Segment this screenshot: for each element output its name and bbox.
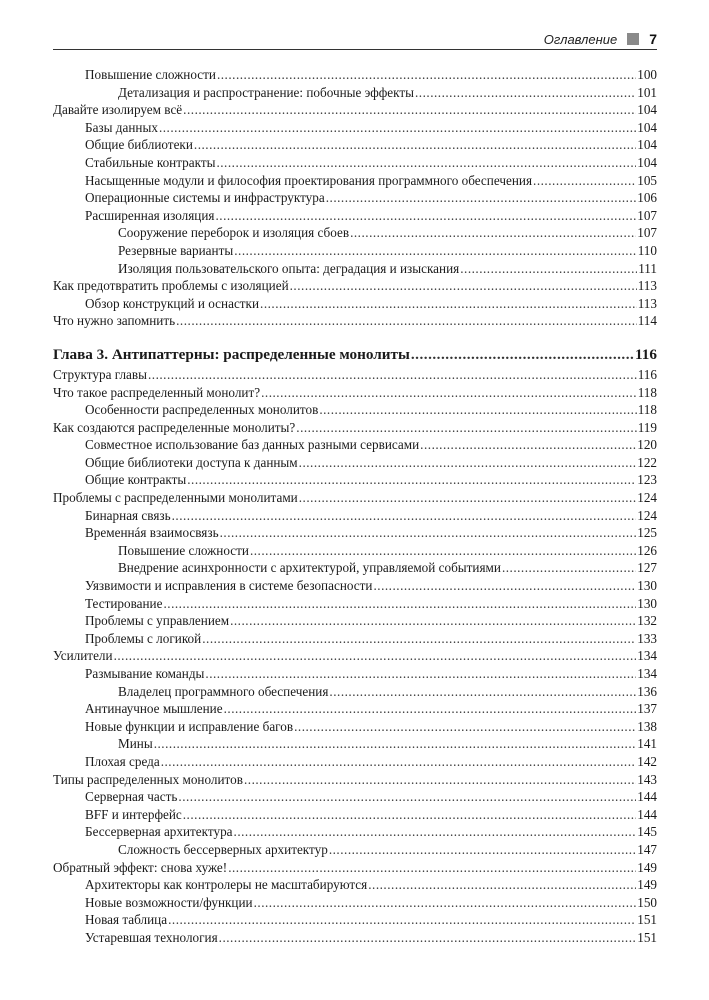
toc-leader-dots [148,366,637,384]
toc-leader-dots [502,559,636,577]
toc-entry[interactable] [53,630,657,648]
toc-entry[interactable] [53,101,657,119]
toc-entry-title: Изоляция пользовательского опыта: деградация и изыскания [118,260,460,276]
toc-entry-title: Новые возможности/функции [85,894,253,910]
toc-entry-title: Проблемы с логикой [85,630,202,646]
toc-entry-page: 101 [637,84,657,100]
toc-entry[interactable] [53,823,657,841]
toc-entry-page: 151 [637,929,657,945]
toc-leader-dots [299,489,637,507]
toc-entry-page: 132 [637,613,657,629]
toc-entry[interactable] [53,84,657,102]
toc-entry-page: 104 [637,119,657,135]
toc-entry-title: Серверная часть [85,789,178,805]
section-title: Оглавление [543,31,618,47]
toc-entry-title: Размывание команды [85,666,205,681]
toc-entry[interactable] [53,436,657,454]
toc-leader-dots [172,507,637,525]
toc-entry[interactable] [53,242,657,260]
toc-entry[interactable] [53,665,657,683]
toc-leader-dots [114,647,637,665]
toc-entry[interactable] [53,471,657,489]
toc-entry-title: Тестирование [85,595,163,611]
toc-entry-title: Сложность бессерверных архитектур [118,841,328,857]
toc-leader-dots [299,454,637,472]
toc-entry-page: 130 [637,578,657,594]
toc-leader-dots [234,823,637,841]
toc-entry-page: 120 [637,437,657,453]
toc-entry-title: Совместное использование баз данных разными сервисами [85,437,420,453]
toc-entry-title: Типы распределенных монолитов [53,771,243,787]
toc-entry-title: Новая таблица [85,912,168,928]
toc-entry-page: 105 [637,172,657,188]
toc-entry-page: 147 [637,841,657,857]
toc-entry-title: Плохая среда [85,753,160,769]
toc-entry-page: 133 [637,630,657,646]
toc-entry-title: Операционные системы и инфраструктура [85,190,325,206]
toc-entry-title: Насыщенные модули и философия проектирования программного обеспечения [85,172,533,188]
toc-entry-title: Повышение сложности [85,67,216,82]
toc-entry[interactable] [53,66,657,84]
toc-entry-page: 124 [637,490,657,506]
toc-entry-title: Что нужно запомнить [53,313,176,329]
toc-entry-title: BFF и интерфейс [85,806,182,822]
toc-entry-page: 150 [637,894,657,910]
toc-leader-dots [216,154,636,172]
toc-leader-dots [176,312,637,330]
toc-entry-page: 125 [637,525,657,541]
toc-leader-dots [187,471,636,489]
toc-entry-title: Мины [118,736,153,752]
toc-entry-title: Временнáя взаимосвязь [85,525,219,541]
toc-entry[interactable] [53,384,657,402]
toc-leader-dots [219,929,637,947]
toc-entry-title: Бессерверная архитектура [85,824,233,840]
toc-leader-dots [159,119,636,137]
toc-leader-dots [183,806,636,824]
toc-entry[interactable] [53,577,657,595]
toc-entry[interactable] [53,718,657,736]
toc-leader-dots [217,66,636,84]
toc-entry-title: Сооружение переборок и изоляция сбоев [118,225,350,241]
toc-entry-page: 118 [637,402,657,418]
toc-leader-dots [326,189,637,207]
toc-entry[interactable] [53,524,657,542]
running-header [53,31,657,47]
page-number: 7 [649,31,657,47]
toc-leader-dots [178,788,636,806]
toc-entry[interactable] [53,647,657,665]
toc-chapter-entry[interactable] [53,344,657,366]
toc-entry[interactable] [53,735,657,753]
toc-entry[interactable] [53,806,657,824]
toc-leader-dots [411,344,634,366]
toc-entry-page: 126 [637,542,657,558]
toc-entry-page: 138 [637,718,657,734]
toc-entry-page: 113 [637,278,657,294]
toc-entry[interactable] [53,277,657,295]
toc-entry-page: 143 [637,771,657,787]
toc-entry-page: 106 [637,190,657,206]
toc-leader-dots [234,242,636,260]
toc-entry-page: 114 [637,313,657,329]
toc-leader-dots [215,207,636,225]
toc-entry-page: 107 [637,225,657,241]
toc-entry-page: 113 [637,295,657,311]
toc-entry[interactable] [53,366,657,384]
toc-leader-dots [244,771,636,789]
toc-leader-dots [205,665,636,683]
toc-entry-page: 122 [637,454,657,470]
toc-entry[interactable] [53,595,657,613]
toc-entry-page: 141 [637,736,657,752]
toc-entry-title: Как предотвратить проблемы с изоляцией [53,278,289,294]
toc-entry[interactable] [53,489,657,507]
toc-entry[interactable] [53,189,657,207]
toc-entry-title: Особенности распределенных монолитов [85,402,319,418]
toc-entry[interactable] [53,894,657,912]
toc-leader-dots [260,295,637,313]
toc-leader-dots [350,224,636,242]
toc-entry-page: 149 [637,859,657,875]
toc-entry-title: Архитекторы как контролеры не масштабируются [85,877,368,893]
toc-entry-page: 127 [637,560,657,576]
toc-entry-page: 151 [637,912,657,928]
toc-entry-title: Базы данных [85,119,158,135]
toc-entry-title: Давайте изолируем всё [53,102,183,118]
toc-leader-dots [254,894,637,912]
toc-entry[interactable] [53,876,657,894]
toc-leader-dots [420,436,636,454]
toc-entry[interactable] [53,559,657,577]
toc-leader-dots [329,841,636,859]
toc-entry-title: Новые функции и исправление багов [85,718,294,734]
toc-entry[interactable] [53,612,657,630]
toc-entry-page: 100 [637,67,657,82]
toc-leader-dots [250,542,636,560]
toc-entry-title: Проблемы с распределенными монолитами [53,490,298,506]
toc-leader-dots [220,524,637,542]
toc-leader-dots [368,876,636,894]
toc-entry[interactable] [53,841,657,859]
toc-leader-dots [230,612,636,630]
toc-entry-title: Общие библиотеки доступа к данным [85,454,298,470]
toc-entry-page: 134 [637,648,657,664]
toc-entry-title: Бинарная связь [85,507,171,523]
toc-entry-page: 119 [637,419,657,435]
toc-entry-title: Стабильные контракты [85,154,216,170]
toc-entry[interactable] [53,154,657,172]
toc-leader-dots [183,101,636,119]
toc-entry[interactable] [53,788,657,806]
toc-entry[interactable] [53,172,657,190]
toc-entry-title: Повышение сложности [118,542,249,558]
toc-leader-dots [163,595,636,613]
toc-entry-title: Расширенная изоляция [85,207,215,223]
toc-entry-page: 142 [637,753,657,769]
toc-leader-dots [415,84,636,102]
toc-entry-page: 110 [637,242,657,258]
toc-entry-page: 134 [637,666,657,681]
toc-leader-dots [224,700,637,718]
toc-entry-title: Обратный эффект: снова хуже! [53,859,228,875]
toc-leader-dots [319,401,636,419]
toc-entry-page: 124 [637,507,657,523]
toc-leader-dots [294,718,636,736]
toc-entry-page: 116 [637,366,657,382]
toc-leader-dots [533,172,636,190]
toc-leader-dots [194,136,636,154]
toc-entry[interactable] [53,260,657,278]
toc-entry-title: Внедрение асинхронности с архитектурой, управляемой событиями [118,560,501,576]
toc-leader-dots [329,683,636,701]
toc-entry-title: Структура главы [53,366,147,382]
toc-entry-title: Владелец программного обеспечения [118,683,329,699]
toc-entry-page: 144 [637,789,657,805]
toc-entry-page: 144 [637,806,657,822]
toc-entry-page: 104 [637,102,657,118]
toc-leader-dots [290,277,637,295]
toc-entry-title: Устаревшая технология [85,929,218,945]
toc-entry[interactable] [53,542,657,560]
toc-entry[interactable] [53,700,657,718]
toc-entry-title: Общие библиотеки [85,137,193,153]
toc-entry-page: 149 [637,877,657,893]
toc-entry[interactable] [53,312,657,330]
toc-entry-page: 137 [637,701,657,717]
toc-entry[interactable] [53,771,657,789]
toc-leader-dots [168,911,636,929]
toc-entry-page: 130 [637,595,657,611]
toc-entry[interactable] [53,454,657,472]
toc-entry[interactable] [53,929,657,947]
toc-leader-dots [228,859,636,877]
header-square-mark [627,33,639,45]
toc-entry-title: Общие контракты [85,472,187,488]
toc-leader-dots [154,735,637,753]
toc-entry[interactable] [53,911,657,929]
toc-entry-title: Антинаучное мышление [85,701,223,717]
toc-leader-dots [373,577,636,595]
toc-entry-title: Усилители [53,648,113,664]
toc-entry-title: Резервные варианты [118,242,234,258]
toc-entry-title: Обзор конструкций и оснастки [85,295,260,311]
header-rule [53,49,657,50]
toc-entry-page: 136 [637,683,657,699]
toc-entry-page: 107 [637,207,657,223]
toc-leader-dots [161,753,637,771]
toc-entry-title: Глава 3. Антипаттерны: распределенные монолиты [53,345,410,363]
toc-entry-page: 104 [637,154,657,170]
toc-leader-dots [296,419,636,437]
table-of-contents [53,66,657,947]
toc-leader-dots [460,260,637,278]
toc-entry[interactable] [53,119,657,137]
toc-entry-page: 118 [637,384,657,400]
toc-entry-page: 145 [637,824,657,840]
toc-entry[interactable] [53,753,657,771]
toc-entry-title: Уязвимости и исправления в системе безопасности [85,578,373,594]
toc-entry[interactable] [53,859,657,877]
toc-leader-dots [261,384,637,402]
toc-entry-page: 116 [635,345,657,363]
toc-entry[interactable] [53,683,657,701]
toc-entry[interactable] [53,224,657,242]
toc-entry-page: 123 [637,472,657,488]
toc-entry[interactable] [53,507,657,525]
toc-entry[interactable] [53,136,657,154]
toc-entry-title: Как создаются распределенные монолиты? [53,419,296,435]
toc-entry[interactable] [53,401,657,419]
toc-entry-title: Что такое распределенный монолит? [53,384,261,400]
toc-entry-page: 111 [638,260,657,276]
toc-leader-dots [202,630,636,648]
toc-entry-title: Проблемы с управлением [85,613,230,629]
toc-entry[interactable] [53,295,657,313]
toc-entry[interactable] [53,207,657,225]
toc-entry-page: 104 [637,137,657,153]
toc-entry-title: Детализация и распространение: побочные эффекты [118,84,414,100]
toc-entry[interactable] [53,419,657,437]
